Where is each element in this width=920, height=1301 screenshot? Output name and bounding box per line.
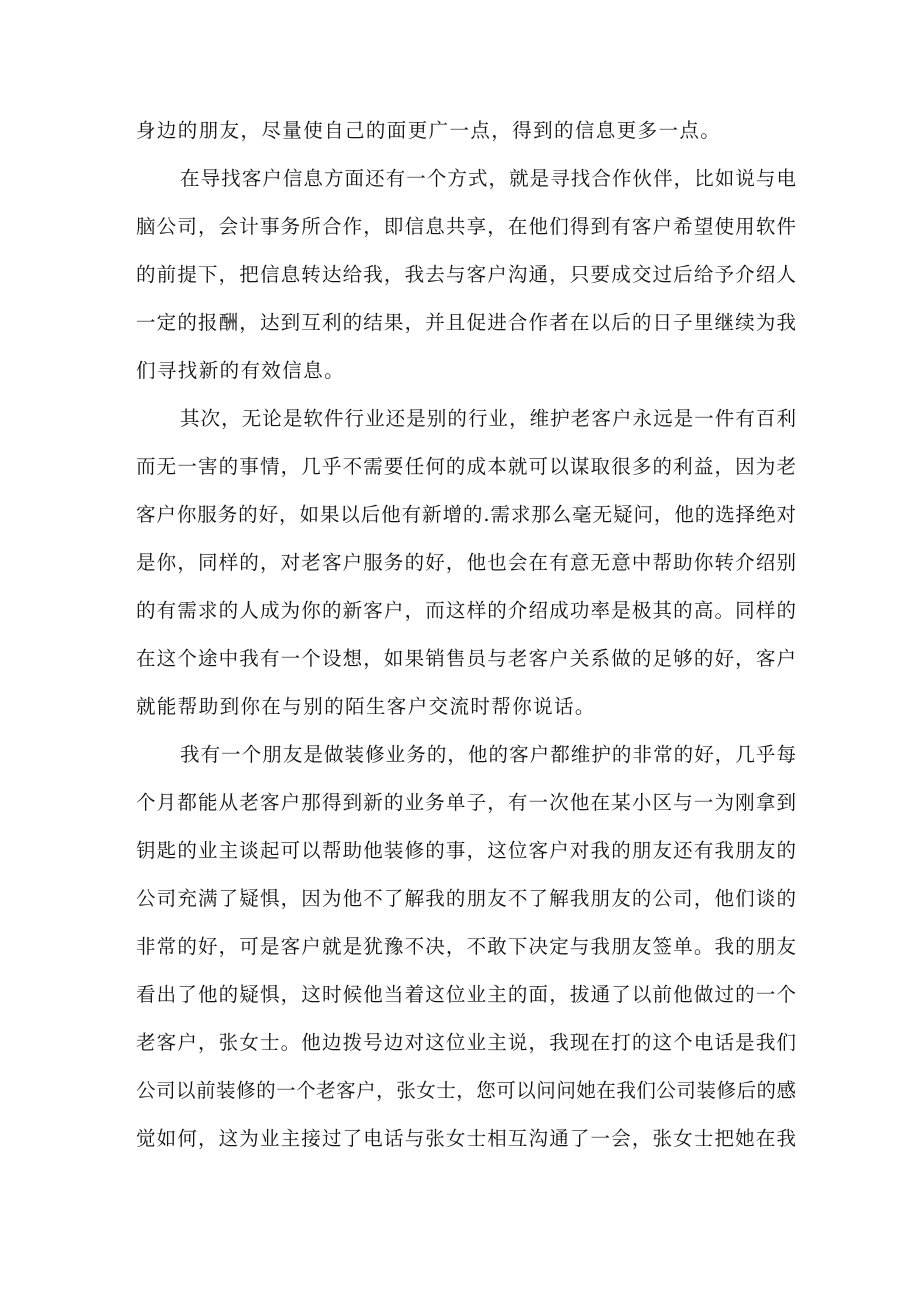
text-line: 就能帮助到你在与别的陌生客户交流时帮你说话。 [136, 695, 596, 718]
text-line: 是你，同样的，对老客户服务的好，他也会在有意无意中帮助你转介绍别 [136, 551, 796, 574]
text-line: 看出了他的疑惧，这时候他当着这位业主的面，拔通了以前他做过的一个 [136, 983, 796, 1006]
text-line: 身边的朋友，尽量使自己的面更广一点，得到的信息更多一点。 [136, 119, 722, 142]
text-line: 公司充满了疑惧，因为他不了解我的朋友不了解我朋友的公司，他们谈的 [136, 887, 796, 910]
text-line: 非常的好，可是客户就是犹豫不决，不敢下决定与我朋友签单。我的朋友 [136, 935, 796, 958]
text-line: 老客户，张女士。他边拨号边对这位业主说，我现在打的这个电话是我们 [136, 1031, 796, 1054]
text-line: 钥匙的业主谈起可以帮助他装修的事，这位客户对我的朋友还有我朋友的 [136, 839, 796, 862]
text-line: 一定的报酬，达到互利的结果，并且促进合作者在以后的日子里继续为我 [136, 311, 796, 334]
text-line: 而无一害的事情，几乎不需要任何的成本就可以谋取很多的利益，因为老 [136, 455, 796, 478]
text-line: 觉如何，这为业主接过了电话与张女士相互沟通了一会，张女士把她在我 [136, 1127, 796, 1150]
text-line: 的前提下，把信息转达给我，我去与客户沟通，只要成交过后给予介绍人 [136, 263, 796, 286]
text-line: 脑公司，会计事务所合作，即信息共享，在他们得到有客户希望使用软件 [136, 215, 796, 238]
text-line: 个月都能从老客户那得到新的业务单子，有一次他在某小区与一为刚拿到 [136, 791, 796, 814]
text-line: 客户你服务的好，如果以后他有新增的.需求那么毫无疑问，他的选择绝对 [136, 503, 796, 526]
text-line: 其次，无论是软件行业还是别的行业，维护老客户永远是一件有百利 [180, 407, 796, 430]
text-line: 们寻找新的有效信息。 [136, 359, 346, 382]
text-line: 的有需求的人成为你的新客户，而这样的介绍成功率是极其的高。同样的 [136, 599, 796, 622]
text-line: 在这个途中我有一个设想，如果销售员与老客户关系做的足够的好，客户 [136, 647, 796, 670]
text-line: 我有一个朋友是做装修业务的，他的客户都维护的非常的好，几乎每 [180, 743, 796, 766]
text-line: 在导找客户信息方面还有一个方式，就是寻找合作伙伴，比如说与电 [180, 167, 796, 190]
text-line: 公司以前装修的一个老客户，张女士，您可以问问她在我们公司装修后的感 [136, 1079, 796, 1102]
